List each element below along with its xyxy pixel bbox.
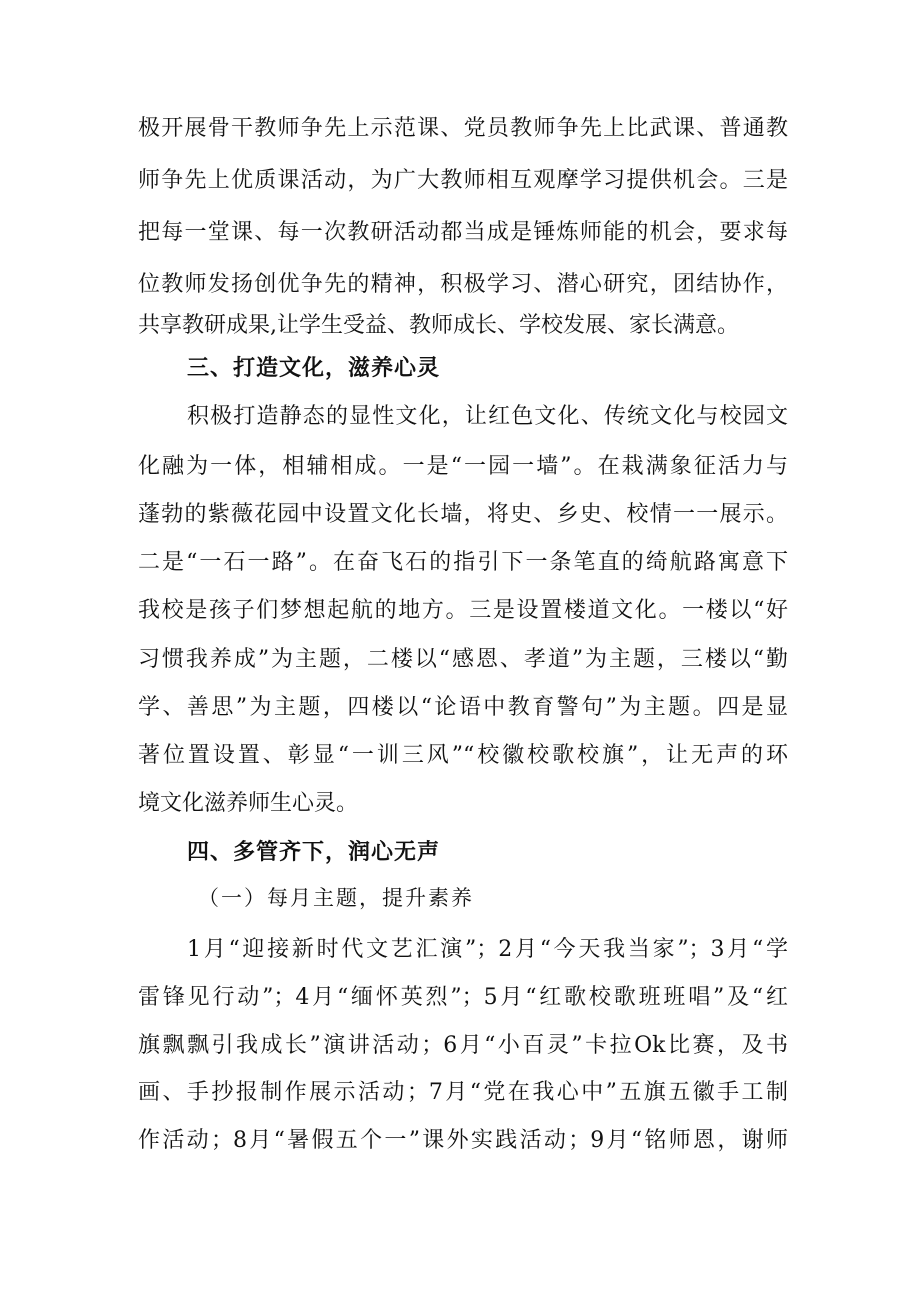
paragraph-line: 著位置设置、彰显“一训三风”“校徽校歌校旗”，让无声的环 [138,743,788,768]
paragraph-line: 二是“一石一路”。在奋飞石的指引下一条笔直的绮航路寓意下 [138,550,788,575]
paragraph-line: 共享教研成果,让学生受益、教师成长、学校发展、家长满意。 [138,313,739,338]
paragraph-line: 积极打造静态的显性文化，让红色文化、传统文化与校园文 [187,404,788,429]
paragraph-line: 学、善思”为主题，四楼以“论语中教育警句”为主题。四是显 [138,695,788,720]
paragraph-line: 化融为一体，相辅相成。一是“一园一墙”。在栽满象征活力与 [138,454,788,479]
paragraph-line: 蓬勃的紫薇花园中设置文化长墙，将史、乡史、校情一一展示。 [138,502,788,527]
subsection-heading: （一）每月主题，提升素养 [198,886,474,910]
paragraph-line: 师争先上优质课活动，为广大教师相互观摩学习提供机会。三是 [138,168,788,193]
paragraph-line: 境文化滋养师生心灵。 [138,791,359,816]
paragraph-line: 旗飘飘引我成长”演讲活动；6月“小百灵”卡拉Ok比赛，及书 [138,1033,788,1058]
paragraph-line: 习惯我养成”为主题，二楼以“感恩、孝道”为主题，三楼以“勤 [138,647,788,672]
paragraph-line: 位教师发扬创优争先的精神，积极学习、潜心研究，团结协作， [138,272,788,297]
paragraph-line: 作活动；8月“暑假五个一”课外实践活动；9月“铭师恩，谢师 [138,1128,788,1153]
section-heading: 四、多管齐下，润心无声 [187,840,441,865]
section-heading: 三、打造文化，滋养心灵 [187,356,441,381]
paragraph-line: 1月“迎接新时代文艺汇演”；2月“今天我当家”；3月“学 [187,937,788,962]
paragraph-line: 雷锋见行动”；4月“缅怀英烈”；5月“红歌校歌班班唱”及“红 [138,985,788,1010]
paragraph-line: 我校是孩子们梦想起航的地方。三是设置楼道文化。一楼以“好 [138,598,788,623]
paragraph-line: 把每一堂课、每一次教研活动都当成是锤炼师能的机会，要求每 [138,220,788,245]
paragraph-line: 画、手抄报制作展示活动；7月“党在我心中”五旗五徽手工制 [138,1080,788,1105]
paragraph-line: 极开展骨干教师争先上示范课、党员教师争先上比武课、普通教 [138,116,788,141]
